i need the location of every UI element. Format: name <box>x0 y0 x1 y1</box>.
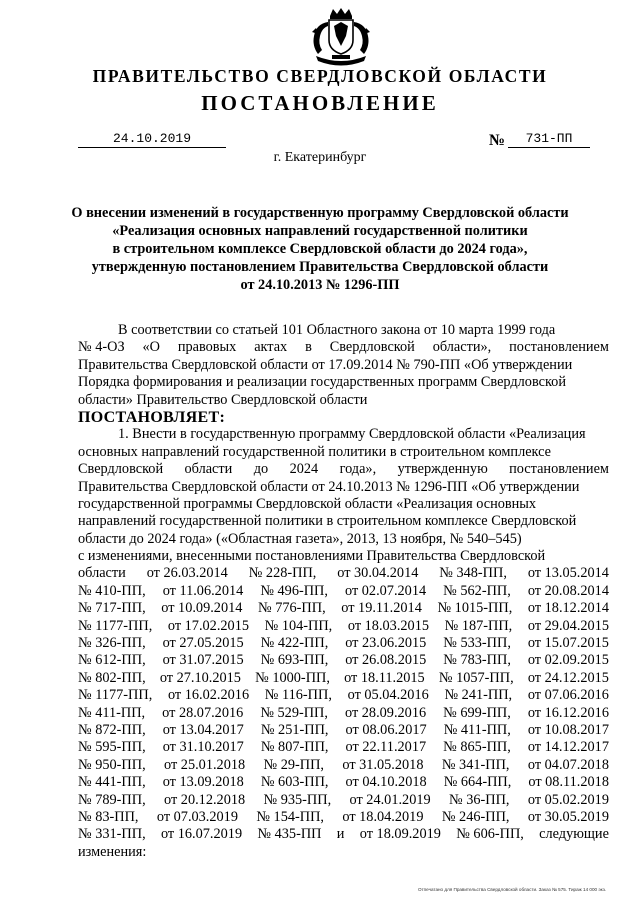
text-token: года», <box>339 461 377 478</box>
heading-line: утвержденную постановлением Правительства Свердловской области <box>91 259 549 275</box>
text-token: от 31.05.2018 <box>342 756 424 773</box>
text-token: от 02.09.2015 <box>527 652 609 669</box>
text-token: от 30.05.2019 <box>527 808 609 825</box>
text-token: № 950-ПП, <box>78 756 146 773</box>
text-token: от 16.07.2019 <box>160 826 243 843</box>
text-line <box>78 322 609 339</box>
text-token: от 04.07.2018 <box>527 756 609 773</box>
text-token: № 187-ПП, <box>444 617 513 634</box>
text-token: № 435-ПП <box>257 826 322 843</box>
text-token: от 15.07.2015 <box>527 635 609 652</box>
text-token: от 31.10.2017 <box>162 739 244 756</box>
text-token: № 717-ПП, <box>78 600 146 617</box>
text-token: № 496-ПП, <box>260 582 328 599</box>
text-token: от 31.07.2015 <box>162 652 244 669</box>
text-token: от 22.11.2017 <box>345 739 427 756</box>
text-token: от 30.04.2014 <box>337 565 419 582</box>
text-token: от 28.09.2016 <box>345 704 427 721</box>
text-token: от 24.12.2015 <box>527 669 609 686</box>
text-token: от 19.11.2014 <box>341 600 422 617</box>
text-token: от 11.06.2014 <box>162 582 244 599</box>
text-token: № 441-ПП, <box>78 774 146 791</box>
text-token: от 16.12.2016 <box>527 704 609 721</box>
text-token: от 20.12.2018 <box>164 791 246 808</box>
text-token: № 699-ПП, <box>443 704 511 721</box>
text-token: № 935-ПП, <box>263 791 332 808</box>
text-line <box>78 479 609 496</box>
number-sign: № <box>489 132 506 149</box>
text-token: постановлением <box>509 461 609 478</box>
text-token: от 04.10.2018 <box>345 774 427 791</box>
text-line <box>78 513 609 530</box>
text-token: № 1177-ПП, <box>78 617 153 634</box>
text-token: № 411-ПП, <box>443 721 511 738</box>
text-token: от 26.08.2015 <box>345 652 427 669</box>
text-token: от 08.11.2018 <box>528 774 609 791</box>
intro-last-line: области» Правительство Свердловской области <box>78 391 368 408</box>
text-line <box>78 670 609 687</box>
text-line <box>78 687 609 704</box>
text-token: № 104-ПП, <box>264 617 333 634</box>
text-line <box>78 548 609 565</box>
text-line <box>78 426 609 443</box>
text-line <box>78 826 609 843</box>
text-token: от 26.03.2014 <box>146 565 228 582</box>
text-token: от 07.06.2016 <box>527 687 609 704</box>
text-line <box>78 461 609 478</box>
document-date: 24.10.2019 <box>78 131 226 148</box>
text-token: от 10.09.2014 <box>161 600 243 617</box>
text-token: № 595-ПП, <box>78 739 146 756</box>
text-line <box>78 531 609 548</box>
heading-line: «Реализация основных направлений государственной политики <box>112 223 528 239</box>
text-token: следующие <box>539 826 609 843</box>
text-token: № 807-ПП, <box>260 739 329 756</box>
text-line <box>78 496 609 513</box>
text-token: от 17.02.2015 <box>167 617 249 634</box>
text-token: области до 2024 года» («Областная газета», 2013, 13 ноября, № 540–545) <box>78 530 522 547</box>
text-token: № 776-ПП, <box>258 600 326 617</box>
text-token: № 865-ПП, <box>443 739 511 756</box>
text-token: постановлением <box>509 339 609 356</box>
text-token: № 789-ПП, <box>78 791 146 808</box>
document-type-title: ПОСТАНОВЛЕНИЕ <box>201 91 439 115</box>
text-token: № 783-ПП, <box>443 652 511 669</box>
text-token: от 24.01.2019 <box>349 791 431 808</box>
text-token: № 241-ПП, <box>444 687 513 704</box>
text-token: № 606-ПП, <box>456 826 524 843</box>
text-token: направлений государственной политики в строительном комплексе Свердловской <box>78 513 577 530</box>
text-token: области <box>78 565 126 582</box>
text-token: № 533-ПП, <box>443 635 511 652</box>
item-1-paragraph <box>78 426 609 843</box>
text-token: Порядка формирования и реализации государственных программ Свердловской <box>78 374 566 391</box>
text-token: от 13.09.2018 <box>162 774 244 791</box>
text-token: государственной программы Свердловской области «Реализация основных <box>78 495 537 512</box>
text-token: № 693-ПП, <box>260 652 329 669</box>
text-token: № 529-ПП, <box>260 704 328 721</box>
text-token: № 36-ПП, <box>449 791 510 808</box>
document-heading <box>40 204 600 294</box>
coat-of-arms-emblem <box>302 6 380 70</box>
text-token: № 116-ПП, <box>264 687 332 704</box>
text-token: № 341-ПП, <box>441 756 510 773</box>
text-token: от 23.06.2015 <box>345 635 427 652</box>
text-token: от 14.12.2017 <box>527 739 609 756</box>
text-token: № 1057-ПП, <box>438 669 514 686</box>
text-token: до <box>253 461 269 478</box>
text-line <box>78 357 609 374</box>
text-token: Правительства Свердловской области от 24.10.2013 № 1296-ПП «Об утверждении <box>78 478 580 495</box>
heading-line: от 24.10.2013 № 1296-ПП <box>240 277 400 293</box>
government-title: ПРАВИТЕЛЬСТВО СВЕРДЛОВСКОЙ ОБЛАСТИ <box>92 66 548 86</box>
text-token: № 331-ПП, <box>78 826 146 843</box>
text-token: № 872-ПП, <box>78 721 146 738</box>
text-line <box>78 757 609 774</box>
heading-line: О внесении изменений в государственную программу Свердловской области <box>71 205 569 221</box>
text-token: от 29.04.2015 <box>527 617 609 634</box>
text-token: от 18.12.2014 <box>527 600 609 617</box>
text-token: от 08.06.2017 <box>345 721 427 738</box>
text-token: № 664-ПП, <box>443 774 512 791</box>
text-token: № 83-ПП, <box>78 808 139 825</box>
text-token: от 07.03.2019 <box>156 808 238 825</box>
text-line <box>78 374 609 391</box>
text-token: от 05.02.2019 <box>527 791 609 808</box>
text-token: от 25.01.2018 <box>164 756 246 773</box>
text-token: с изменениями, внесенными постановлениями Правительства Свердловской <box>78 548 546 565</box>
text-token: области <box>184 461 233 478</box>
text-token: № 326-ПП, <box>78 635 146 652</box>
text-token: № 612-ПП, <box>78 652 146 669</box>
text-token: № 4-ОЗ <box>78 339 125 356</box>
text-token: актах <box>254 339 288 356</box>
text-line <box>78 444 609 461</box>
city-name: г. Екатеринбург <box>273 150 367 165</box>
text-line <box>78 600 609 617</box>
text-token: № 1015-ПП, <box>437 600 513 617</box>
text-line <box>78 809 609 826</box>
text-line <box>78 339 609 356</box>
text-token: № 29-ПП, <box>263 756 324 773</box>
decree-word: ПОСТАНОВЛЯЕТ: <box>78 408 226 426</box>
text-token: от 18.04.2019 <box>342 808 424 825</box>
text-token: Свердловской <box>329 339 415 356</box>
text-token: от 16.02.2016 <box>167 687 250 704</box>
text-token: от 28.07.2016 <box>162 704 244 721</box>
text-token: № 411-ПП, <box>78 704 146 721</box>
text-line <box>78 635 609 652</box>
text-token: 2024 <box>289 461 319 478</box>
text-token: от 13.04.2017 <box>162 721 244 738</box>
text-token: от 10.08.2017 <box>527 721 609 738</box>
text-token: № 154-ПП, <box>256 808 324 825</box>
text-token: № 422-ПП, <box>260 635 329 652</box>
text-line <box>78 722 609 739</box>
text-token: от 20.08.2014 <box>527 582 609 599</box>
text-token: № 348-ПП, <box>439 565 507 582</box>
text-line <box>78 618 609 635</box>
text-token: от 18.09.2019 <box>359 826 441 843</box>
text-token: 1. Внести в государственную программу Свердловской области «Реализация <box>118 426 586 443</box>
text-line <box>78 583 609 600</box>
text-token: В соответствии со статьей 101 Областного закона от 10 марта 1999 года <box>118 322 556 338</box>
text-token: от 18.03.2015 <box>347 617 429 634</box>
text-token: Правительства Свердловской области от 17.09.2014 № 790-ПП «Об утверждении <box>78 356 573 373</box>
heading-line: в строительном комплексе Свердловской области до 2024 года», <box>112 241 528 257</box>
text-token: правовых <box>177 339 237 356</box>
text-token: Свердловской <box>78 461 164 478</box>
text-token: № 228-ПП, <box>248 565 317 582</box>
document-body <box>78 322 609 861</box>
text-token: от 27.05.2015 <box>162 635 244 652</box>
text-token: № 802-ПП, <box>78 669 146 686</box>
text-token: утвержденную <box>397 461 488 478</box>
text-token: от 05.04.2016 <box>347 687 429 704</box>
text-token: № 603-ПП, <box>260 774 329 791</box>
text-line <box>78 739 609 756</box>
text-token: «О <box>142 339 160 356</box>
text-line <box>78 705 609 722</box>
text-line <box>78 774 609 791</box>
text-token: основных направлений государственной политики в строительном комплексе <box>78 443 552 460</box>
text-token: № 246-ПП, <box>441 808 510 825</box>
text-line <box>78 652 609 669</box>
intro-paragraph <box>78 322 609 392</box>
text-token: № 410-ПП, <box>78 582 146 599</box>
text-token: в <box>305 339 312 356</box>
text-token: № 251-ПП, <box>260 721 329 738</box>
text-token: от 18.11.2015 <box>344 669 425 686</box>
document-number: 731-ПП <box>508 131 590 148</box>
text-token: от 13.05.2014 <box>527 565 609 582</box>
text-token: и <box>336 826 345 843</box>
text-token: № 562-ПП, <box>443 582 511 599</box>
item-1-last-line: изменения: <box>78 843 147 860</box>
text-line <box>78 792 609 809</box>
text-token: № 1177-ПП, <box>78 687 153 704</box>
text-token: от 02.07.2014 <box>345 582 427 599</box>
text-line <box>78 565 609 582</box>
text-token: области», <box>432 339 492 356</box>
print-note: Отпечатано для Правительства Свердловской области. Заказ № 575. Тираж 14 000 экз. <box>418 887 607 892</box>
text-token: от 27.10.2015 <box>159 669 241 686</box>
text-token: № 1000-ПП, <box>255 669 330 686</box>
